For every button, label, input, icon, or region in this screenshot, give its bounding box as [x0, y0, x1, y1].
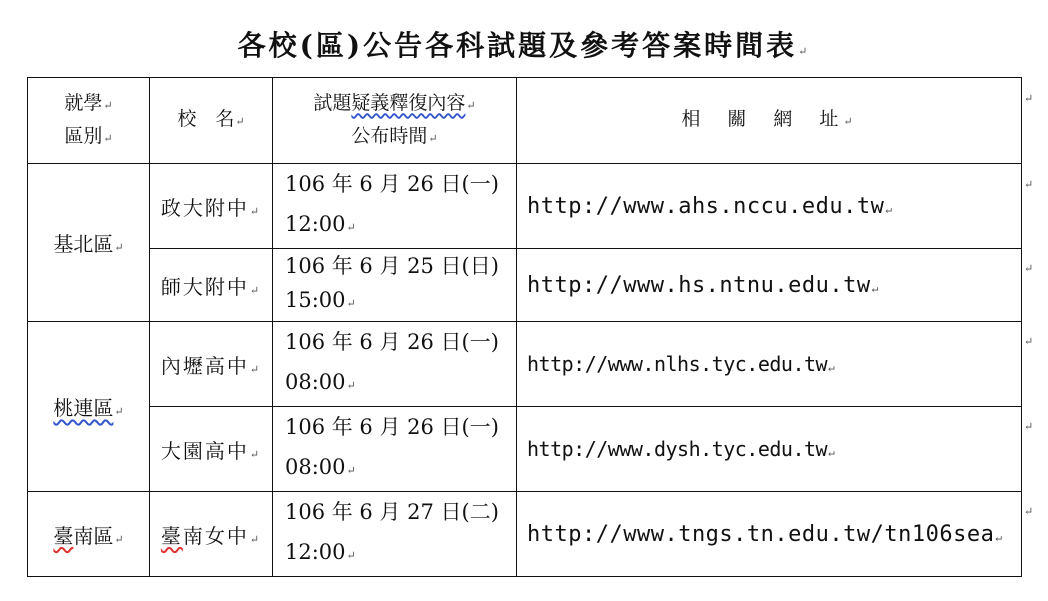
- header-url: 相 關 網 址↵: [517, 78, 1022, 164]
- announce-time-cell: 106 年 6 月 27 日(二) 12:00↵: [273, 492, 517, 577]
- url-cell[interactable]: http://www.dysh.tyc.edu.tw↵: [517, 407, 1022, 492]
- announce-time-cell: 106 年 6 月 26 日(一) 12:00↵: [273, 164, 517, 249]
- table-row: [28, 322, 1022, 407]
- school-cell: 政大附中↵: [150, 164, 273, 249]
- paragraph-mark-icon: ↵: [798, 45, 811, 58]
- url-cell[interactable]: http://www.ahs.nccu.edu.tw↵: [517, 164, 1022, 249]
- region-cell: 桃連區↵: [28, 322, 150, 492]
- table-row: [28, 492, 1022, 577]
- announce-time-cell: 106 年 6 月 25 日(日) 15:00↵: [273, 249, 517, 322]
- row-end-mark-icon: ↵: [1024, 505, 1034, 518]
- row-end-mark-icon: ↵: [1024, 335, 1034, 348]
- row-end-mark-icon: ↵: [1024, 92, 1034, 105]
- header-region: 就學↵ 區別↵: [28, 78, 150, 164]
- announce-time-cell: 106 年 6 月 26 日(一) 08:00↵: [273, 322, 517, 407]
- row-end-mark-icon: ↵: [1024, 178, 1034, 191]
- page-title: 各校(區)公告各科試題及參考答案時間表↵: [237, 29, 811, 62]
- school-cell: 臺南女中↵: [150, 492, 273, 577]
- region-cell: 臺南區↵: [28, 492, 150, 577]
- url-cell[interactable]: http://www.nlhs.tyc.edu.tw↵: [517, 322, 1022, 407]
- url-cell[interactable]: http://www.hs.ntnu.edu.tw↵: [517, 249, 1022, 322]
- schedule-table: [27, 77, 1022, 577]
- url-cell[interactable]: http://www.tngs.tn.edu.tw/tn106sea↵: [517, 492, 1022, 577]
- table-row: [28, 407, 1022, 492]
- header-announce-time: 試題疑義釋復內容↵ 公布時間↵: [273, 78, 517, 164]
- table-header-row: [28, 78, 1022, 164]
- row-end-mark-icon: ↵: [1024, 262, 1034, 275]
- announce-time-cell: 106 年 6 月 26 日(一) 08:00↵: [273, 407, 517, 492]
- header-school: 校 名↵: [150, 78, 273, 164]
- school-cell: 內壢高中↵: [150, 322, 273, 407]
- table-row: [28, 164, 1022, 249]
- school-cell: 師大附中↵: [150, 249, 273, 322]
- region-cell: 基北區↵: [28, 164, 150, 322]
- row-end-mark-icon: ↵: [1024, 420, 1034, 433]
- school-cell: 大園高中↵: [150, 407, 273, 492]
- table-row: [28, 249, 1022, 322]
